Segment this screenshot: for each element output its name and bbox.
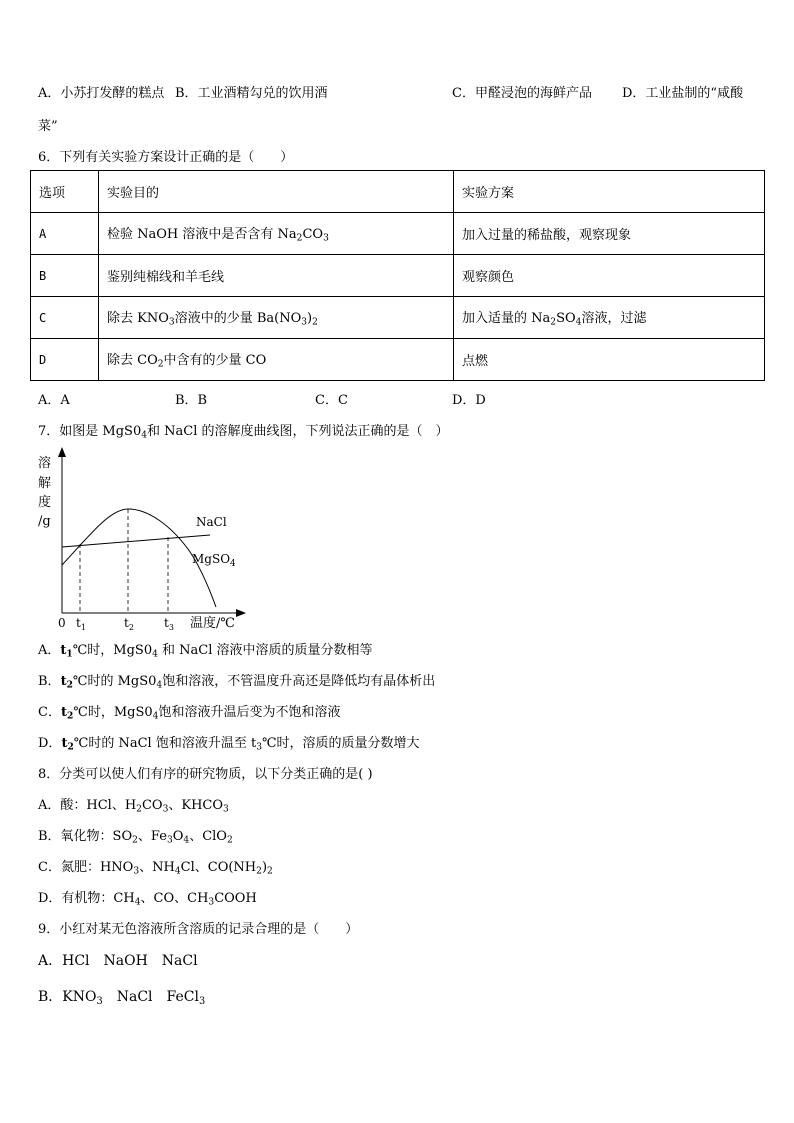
y-label-2: 解 <box>38 476 52 491</box>
x-axis-arrow <box>236 609 246 617</box>
table-row <box>31 213 765 255</box>
series-label-nacl: NaCl <box>196 515 227 529</box>
q5-option-c: C．甲醛浸泡的海鲜产品 <box>452 86 592 101</box>
y-label-1: 溶 <box>38 456 52 471</box>
q5-option-a: A．小苏打发酵的糕点 <box>38 86 165 101</box>
table-cell-option: D <box>31 339 99 381</box>
q9-option-b: B．$KNO_3$ NaCl FeCl$_3$ <box>38 989 206 1007</box>
table-header: 实验方案 <box>454 171 765 213</box>
tick-t2: $t_2$ <box>124 616 134 632</box>
origin-label: 0 <box>58 616 66 630</box>
solubility-graph <box>30 445 260 635</box>
y-label-3: 度 <box>38 495 52 510</box>
q8-option-d: D．有机物：$CH_4$、CO、$CH_3COOH$ <box>38 891 257 908</box>
q6-answer-a: A．A <box>38 393 70 408</box>
q9-stem: 9．小红对某无色溶液所含溶质的记录合理的是（ ） <box>38 922 359 937</box>
table-cell-purpose: 除去 $CO_2$中含有的少量 CO <box>99 339 454 381</box>
table-row <box>31 255 765 297</box>
q7-option-d: D．$t_2℃$时的 NaCl 饱和溶液升温至 $t_3℃$时，溶质的质量分数增大 <box>38 736 420 753</box>
q6-stem: 6．下列有关实验方案设计正确的是（ ） <box>38 150 294 165</box>
table-cell-plan: 加入过量的稀盐酸，观察现象 <box>454 213 765 255</box>
q7-option-c: C．$t_2℃$时，$MgS0_4$饱和溶液升温后变为不饱和溶液 <box>38 705 341 722</box>
q8-option-a: A．酸：HCl、$H_2CO_3$、$KHCO_3$ <box>38 798 229 815</box>
table-cell-option: B <box>31 255 99 297</box>
table-header-row <box>31 171 765 213</box>
q8-option-b: B．氧化物：$SO_2$、$Fe_3O_4$、ClO$_2$ <box>38 829 233 846</box>
y-label-4: /g <box>38 514 51 529</box>
q6-answer-c: C．C <box>315 393 348 408</box>
y-axis-arrow <box>58 447 66 457</box>
table-cell-option: A <box>31 213 99 255</box>
tick-t1: $t_1$ <box>76 616 86 632</box>
series-label-mgso4: MgSO$_4$ <box>192 552 236 569</box>
table-header: 实验目的 <box>99 171 454 213</box>
q6-table <box>30 170 765 381</box>
tick-t3: $t_3$ <box>164 616 174 632</box>
table-row <box>31 339 765 381</box>
table-cell-purpose: 检验 NaOH 溶液中是否含有 $Na_2CO_3$ <box>99 213 454 255</box>
q6-answer-b: B．B <box>175 393 208 408</box>
q8-stem: 8．分类可以使人们有序的研究物质，以下分类正确的是( ) <box>38 767 373 782</box>
q7-stem: 7．如图是 $MgS0_4$和 NaCl 的溶解度曲线图，下列说法正确的是（ ） <box>38 424 449 441</box>
q5-option-d: D．工业盐制的“咸酸 <box>622 86 744 101</box>
q5-option-b: B．工业酒精勾兑的饮用酒 <box>175 86 328 101</box>
q7-option-a: A．$t_1℃$时，$MgS0_4$ 和 NaCl 溶液中溶质的质量分数相等 <box>38 643 373 660</box>
q6-answer-d: D．D <box>452 393 486 408</box>
q7-option-b: B．$t_2℃$时的 $MgS0_4$饱和溶液，不管温度升高还是降低均有晶体析出 <box>38 674 436 691</box>
table-cell-plan: 观察颜色 <box>454 255 765 297</box>
x-label: 温度/℃ <box>190 616 235 631</box>
table-cell-purpose: 鉴别纯棉线和羊毛线 <box>99 255 454 297</box>
q9-option-a: A．HCl NaOH NaCl <box>38 953 198 969</box>
table-cell-plan: 加入适量的 $Na_2SO_4$溶液，过滤 <box>454 297 765 339</box>
table-cell-plan: 点燃 <box>454 339 765 381</box>
table-cell-purpose: 除去 $KNO_3$溶液中的少量 $Ba(NO_3)_2$ <box>99 297 454 339</box>
table-cell-option: C <box>31 297 99 339</box>
table-header: 选项 <box>31 171 99 213</box>
table-row <box>31 297 765 339</box>
q8-option-c: C．氮肥：$HNO_3$、$NH_4Cl$、$CO(NH_2)_2$ <box>38 860 273 877</box>
q5-option-d-cont: 菜” <box>38 119 58 134</box>
